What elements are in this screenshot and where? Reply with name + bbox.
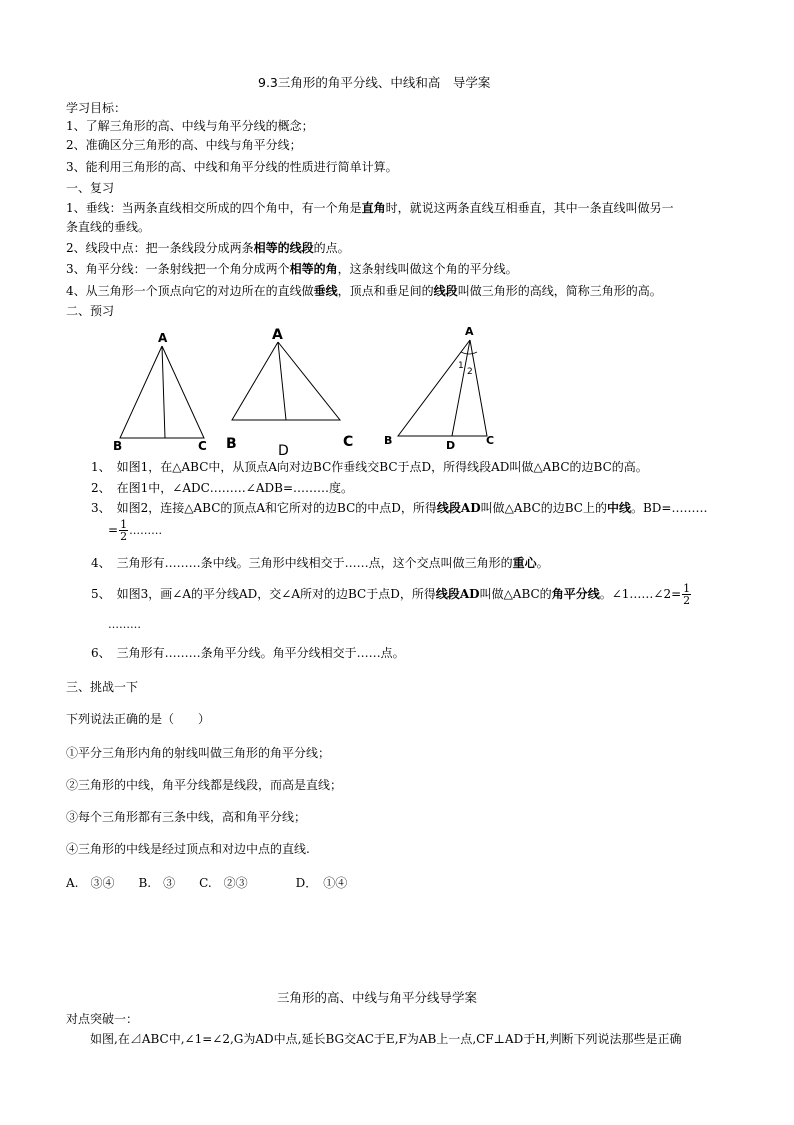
figure-3-triangle bbox=[380, 322, 505, 452]
challenge-heading: 三、挑战一下 bbox=[66, 680, 139, 694]
review-item-1-cont: 条直线的垂线。 bbox=[66, 220, 151, 234]
challenge-question: 下列说法正确的是（ ） bbox=[66, 712, 211, 726]
objective-item-1: 1、了解三角形的高、中线与角平分线的概念； bbox=[66, 119, 314, 133]
fig1-label-c: C bbox=[198, 439, 207, 453]
challenge-answers: A. ③④ B. ③ C. ②③ D． ①④ bbox=[66, 876, 348, 890]
fig1-label-b: B bbox=[113, 439, 123, 453]
review-item-2: 2、线段中点：把一条线段分成两条相等的线段的点。 bbox=[66, 241, 350, 255]
fig2-label-a: A bbox=[272, 327, 283, 343]
fig3-label-c: C bbox=[486, 434, 495, 447]
preview-q4: 4、 三角形有………条中线。三角形中线相交于……点，这个交点叫做三角形的重心。 bbox=[91, 556, 549, 570]
section-text: 如图,在⊿ABC中,∠1=∠2,G为AD中点,延长BG交AC于E,F为AB上一点,CF⊥AD于H,判断下列说法那些是正确 bbox=[90, 1032, 682, 1046]
objective-item-3: 3、能利用三角形的高、中线和角平分线的性质进行简单计算。 bbox=[66, 160, 398, 174]
review-item-4: 4、从三角形一个顶点向它的对边所在的直线做垂线，顶点和垂足间的线段叫做三角形的高线，简称三角形的高。 bbox=[66, 284, 662, 298]
review-item-3: 3、角平分线：一条射线把一个角分成两个相等的角，这条射线叫做这个角的平分线。 bbox=[66, 262, 518, 276]
section-subheading: 对点突破一： bbox=[66, 1012, 139, 1026]
fig3-label-a: A bbox=[465, 325, 474, 338]
fig1-label-a: A bbox=[158, 331, 168, 345]
challenge-option-1: ①平分三角形内角的射线叫做三角形的角平分线； bbox=[66, 746, 331, 760]
fig2-label-d: D bbox=[278, 443, 289, 459]
challenge-option-3: ③每个三角形都有三条中线，高和角平分线； bbox=[66, 810, 307, 824]
fig3-angle-2: 2 bbox=[467, 367, 473, 377]
objective-item-2: 2、准确区分三角形的高、中线与角平分线； bbox=[66, 138, 302, 152]
preview-heading: 二、预习 bbox=[66, 304, 115, 318]
figure-1-triangle bbox=[110, 328, 215, 453]
section-title: 三角形的高、中线与角平分线导学案 bbox=[277, 990, 478, 1005]
page-title: 9.3三角形的角平分线、中线和高 导学案 bbox=[258, 75, 491, 90]
fig2-label-c: C bbox=[343, 434, 354, 450]
review-item-1: 1、垂线：当两条直线相交所成的四个角中，有一个角是直角时，就说这两条直线互相垂直，其中一条直线叫做另一 bbox=[66, 201, 674, 215]
figure-2-triangle bbox=[222, 322, 362, 460]
objectives-heading: 学习目标： bbox=[66, 101, 127, 115]
preview-q5: 5、 如图3，画∠A的平分线AD，交∠A所对的边BC于点D，所得线段AD叫做△ABC的角平分线。∠1……∠2= $\frac{1}{2}$ bbox=[91, 582, 691, 607]
challenge-option-2: ②三角形的中线，角平分线都是线段，而高是直线； bbox=[66, 778, 343, 792]
preview-q1: 1、 如图1，在△ABC中，从顶点A向对边BC作垂线交BC于点D，所得线段AD叫做△ABC的边BC的高。 bbox=[91, 460, 648, 474]
preview-q5-tail: ……… bbox=[108, 618, 141, 631]
preview-q2: 2、 在图1中，∠ADC………∠ADB=………度。 bbox=[91, 481, 354, 495]
preview-q3-fraction-line: = $\frac{1}{2}$ ……… bbox=[108, 518, 163, 543]
fig2-label-b: B bbox=[226, 436, 237, 452]
fraction-one-half: $\frac{1}{2}$ bbox=[120, 518, 128, 543]
preview-q6: 6、 三角形有………条角平分线。角平分线相交于……点。 bbox=[91, 646, 405, 660]
fig3-angle-1: 1 bbox=[458, 361, 464, 371]
fraction-one-half-q5: $\frac{1}{2}$ bbox=[683, 582, 691, 607]
review-heading: 一、复习 bbox=[66, 181, 115, 195]
preview-q3: 3、 如图2，连接△ABC的顶点A和它所对的边BC的中点D，所得线段AD叫做△ABC的边BC上的中线。BD=……… bbox=[91, 501, 708, 515]
challenge-option-4: ④三角形的中线是经过顶点和对边中点的直线. bbox=[66, 842, 310, 856]
fig3-label-d: D bbox=[446, 439, 456, 452]
fig3-label-b: B bbox=[384, 434, 393, 447]
